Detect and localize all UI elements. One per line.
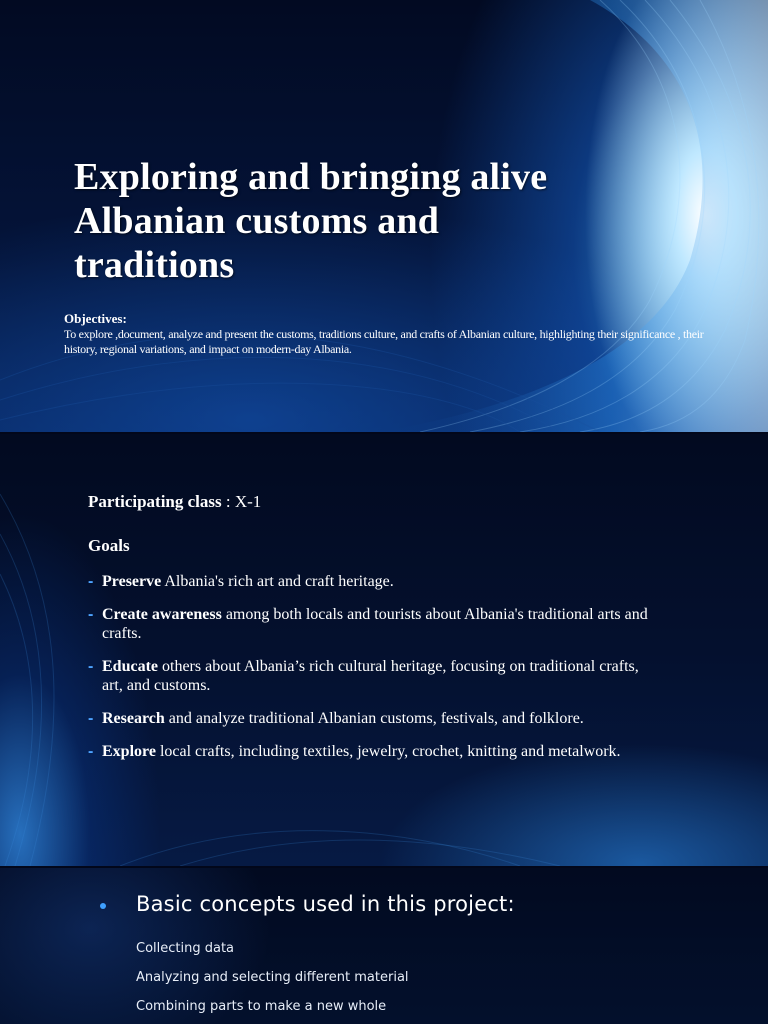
objectives-text: To explore ,document, analyze and present the customs, traditions culture, and crafts of Albanian culture, highlighting their significance , their history, regional variations, and impact on modern-day Albania.	[64, 327, 704, 356]
goal-item	[88, 605, 648, 643]
goal-keyword: Create awareness	[102, 606, 222, 623]
dash-bullet: -	[88, 658, 94, 675]
goal-text: local crafts, including textiles, jewelry, crochet, knitting and metalwork.	[155, 743, 621, 760]
dash-bullet: -	[88, 710, 94, 727]
slide-title-text: Exploring and bringing alive Albanian customs and traditions	[74, 156, 548, 286]
dash-bullet: -	[88, 573, 94, 590]
participating-class	[88, 492, 261, 512]
goal-text: among both locals and tourists about Albania's traditional arts and crafts.	[102, 606, 648, 642]
goal-keyword: Educate	[102, 658, 158, 675]
concepts-heading: Basic concepts used in this project:	[136, 892, 515, 916]
goal-keyword: Explore	[102, 743, 156, 760]
concept-item: Collecting data	[136, 941, 235, 956]
goal-keyword: Research	[102, 710, 165, 727]
slide-goals	[0, 434, 768, 866]
goals-list	[88, 572, 648, 775]
concept-item: Analyzing and selecting different material	[136, 970, 409, 985]
slide-concepts	[0, 868, 768, 1024]
dot-bullet-icon	[100, 903, 106, 909]
dash-bullet: -	[88, 606, 94, 623]
participating-class-value: : X-1	[225, 492, 262, 511]
slide-title	[0, 0, 768, 432]
goals-heading: Goals	[88, 536, 130, 555]
concepts-list	[136, 934, 409, 1021]
goal-item	[88, 572, 648, 591]
goal-item	[88, 709, 648, 728]
participating-class-label: Participating class	[88, 492, 222, 511]
goal-text: others about Albania’s rich cultural heritage, focusing on traditional crafts, art, and customs.	[102, 658, 639, 694]
goal-item	[88, 657, 648, 695]
goal-item	[88, 742, 648, 761]
goal-text: and analyze traditional Albanian customs, festivals, and folklore.	[164, 710, 584, 727]
goal-keyword: Preserve	[102, 573, 162, 590]
objectives-heading: Objectives:	[64, 311, 127, 326]
goal-text: Albania's rich art and craft heritage.	[161, 573, 394, 590]
concept-item: Combining parts to make a new whole	[136, 999, 387, 1014]
dash-bullet: -	[88, 743, 94, 760]
